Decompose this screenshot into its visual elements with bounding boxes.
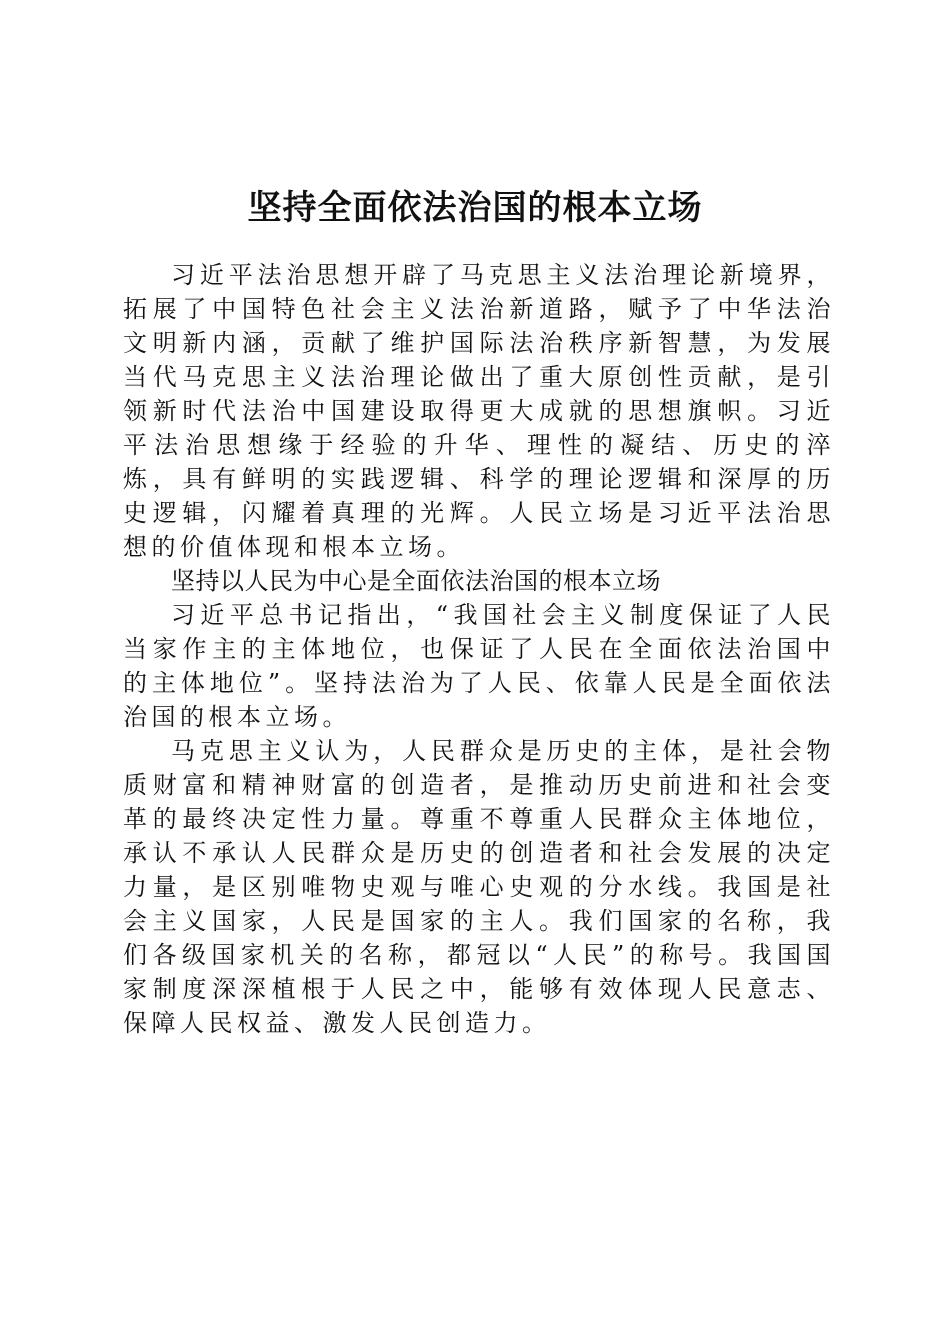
document-body — [123, 258, 835, 1040]
document-title: 坚持全面依法治国的根本立场 — [247, 187, 703, 228]
intro-paragraph: 习近平法治思想开辟了马克思主义法治理论新境界，拓展了中国特色社会主义法治新道路，赋予了中华法治文明新内涵，贡献了维护国际法治秩序新智慧，为发展当代马克思主义法治理论做出了重大原创性贡献，是引领新时代法治中国建设取得更大成就的思想旗帜。习近平法治思想缘于经验的升华、理性的凝结、历史的淬炼，具有鲜明的实践逻辑、科学的理论逻辑和深厚的历史逻辑，闪耀着真理的光辉。人民立场是习近平法治思想的价值体现和根本立场。 — [123, 261, 835, 561]
section-paragraph-1: 习近平总书记指出，“我国社会主义制度保证了人民当家作主的主体地位，也保证了人民在全面依法治国中的主体地位”。坚持法治为了人民、依靠人民是全面依法治国的根本立场。 — [123, 601, 835, 731]
section-paragraph-2: 马克思主义认为，人民群众是历史的主体，是社会物质财富和精神财富的创造者，是推动历史前进和社会变革的最终决定性力量。尊重不尊重人民群众主体地位，承认不承认人民群众是历史的创造者和社会发展的决定力量，是区别唯物史观与唯心史观的分水线。我国是社会主义国家，人民是国家的主人。我们国家的名称，我们各级国家机关的名称，都冠以“人民”的称号。我国国家制度深深植根于人民之中，能够有效体现人民意志、保障人民权益、激发人民创造力。 — [123, 737, 835, 1037]
section-heading: 坚持以人民为中心是全面依法治国的根本立场 — [171, 567, 661, 595]
